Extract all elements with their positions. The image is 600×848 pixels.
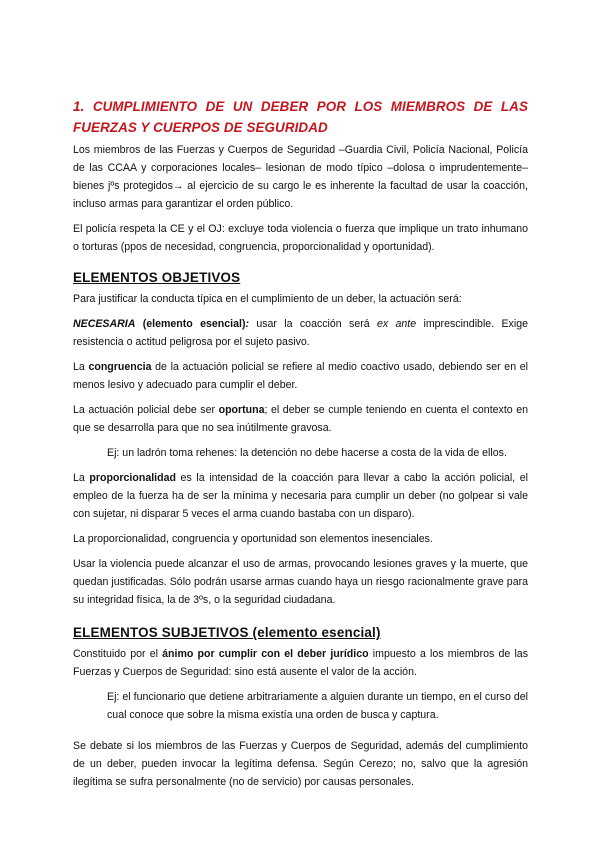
funcionario-example: Ej: el funcionario que detiene arbitrariamente a alguien durante un tiempo, en el curso del cual conoce que sobre la misma existía una orden de busca y captura.: [107, 691, 528, 721]
intro-paragraph: Los miembros de las Fuerzas y Cuerpos de Seguridad –Guardia Civil, Policía Nacional, Policía de las CCAA y corporaciones locales– lesionan de modo típico –dolosa o imprudentemente– bienes jºs protegidos→ al ejercicio de su cargo le es inherente la facultad de usar la coacción, incluso armas para garantizar el orden público.: [73, 144, 528, 210]
oportuna-post: ; el deber se cumple teniendo en cuenta el contexto en que se desarrolla para que no sea inútilmente gravosa.: [73, 404, 528, 434]
necesaria-text-2: imprescindible. Exige resistencia o actitud peligrosa por el sujeto pasivo.: [73, 318, 528, 348]
proporcionalidad-post: es la intensidad de la coacción para llevar a cabo la acción policial, el empleo de la fuerza ha de ser la mínima y necesaria para cumplir un deber (no golpear si vale con sujetar, ni disparar 5 veces el arma cuando bastaba con un disparo).: [73, 472, 528, 520]
congruencia-post: de la actuación policial se refiere al medio coactivo usado, debiendo ser en el menos lesivo y adecuado para cumplir el deber.: [73, 361, 529, 391]
document-page: [73, 96, 528, 798]
legitima-defensa-paragraph: Se debate si los miembros de las Fuerzas y Cuerpos de Seguridad, además del cumplimiento de un deber, pueden invocar la legítima defensa. Según Cerezo; no, salvo que la agresión ilegítima se sufra personalmente (no de servicio) por causas personales.: [73, 740, 528, 788]
proporcionalidad-term: proporcionalidad: [89, 472, 176, 484]
oportuna-pre: La actuación policial debe ser: [73, 404, 219, 416]
necesaria-label: NECESARIA: [73, 318, 136, 330]
congruencia-pre: La: [73, 361, 89, 373]
necesaria-label-suffix: (elemento esencial): [135, 318, 246, 330]
oportuna-paragraph: [73, 401, 528, 437]
animo-post: impuesto a los miembros de las Fuerzas y Cuerpos de Seguridad: sino está ausente el valor de la acción.: [73, 648, 528, 678]
proporcionalidad-paragraph: [73, 469, 528, 523]
objective-intro: Para justificar la conducta típica en el cumplimiento de un deber, la actuación será:: [73, 293, 462, 305]
necesaria-paragraph: [73, 315, 528, 351]
ce-oj-paragraph: El policía respeta la CE y el OJ: excluye toda violencia o fuerza que implique un trato inhumano o torturas (ppos de necesidad, congruencia, proporcionalidad y oportunidad).: [73, 223, 528, 253]
necesaria-ex-ante: ex ante: [376, 318, 417, 330]
inesenciales-paragraph: La proporcionalidad, congruencia y oportunidad son elementos inesenciales.: [73, 533, 433, 545]
necesaria-colon: :: [245, 318, 249, 330]
animo-paragraph: [73, 645, 528, 681]
animo-term: ánimo por cumplir con el deber jurídico: [162, 648, 369, 660]
violencia-paragraph: Usar la violencia puede alcanzar el uso de armas, provocando lesiones graves y la muerte, que quedan justificadas. Sólo podrán usarse armas cuando haya un riesgo racionalmente grave para su integridad física, la de 3ºs, o la seguridad ciudadana.: [73, 558, 528, 606]
hostage-example: Ej: un ladrón toma rehenes: la detención no debe hacerse a costa de la vida de ellos.: [107, 447, 507, 459]
necesaria-text-1: usar la coacción será: [249, 318, 377, 330]
subjective-elements-heading: ELEMENTOS SUBJETIVOS (elemento esencial): [73, 625, 381, 640]
proporcionalidad-pre: La: [73, 472, 90, 484]
oportuna-term: oportuna: [218, 404, 265, 416]
congruencia-paragraph: [73, 358, 528, 394]
animo-pre: Constituido por el: [73, 648, 163, 660]
section-title: 1. CUMPLIMIENTO DE UN DEBER POR LOS MIEMBROS DE LAS FUERZAS Y CUERPOS DE SEGURIDAD: [73, 99, 528, 135]
objective-elements-heading: ELEMENTOS OBJETIVOS: [73, 270, 241, 285]
congruencia-term: congruencia: [88, 361, 152, 373]
